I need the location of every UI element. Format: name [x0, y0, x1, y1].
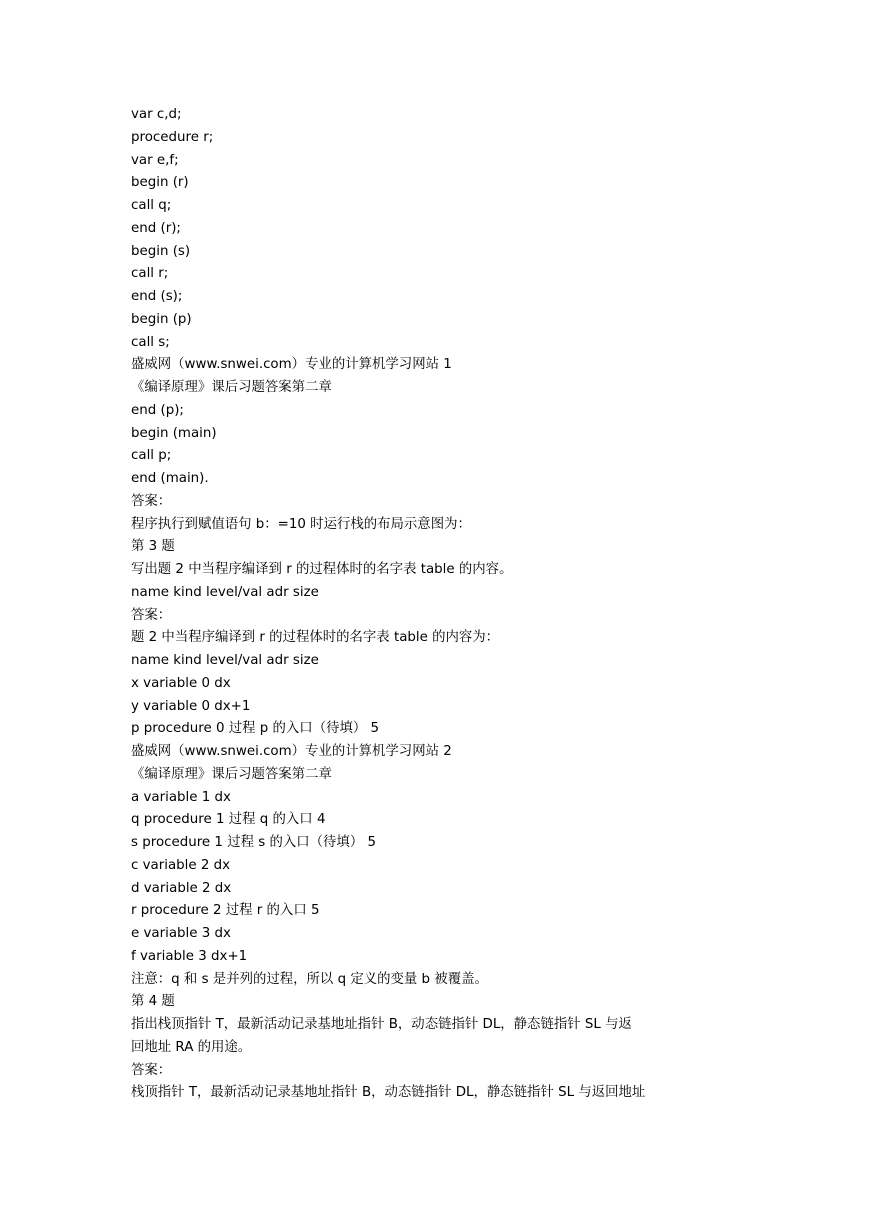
answer-label: 答案：	[131, 607, 172, 623]
text-line: 指出栈顶指针 T，最新活动记录基地址指针 B，动态链指针 DL，静态链指针 SL 与返	[131, 1017, 632, 1032]
table-row-line: q procedure 1 过程 q 的入口 4	[131, 812, 326, 828]
code-line: end (main).	[131, 471, 209, 486]
note-line: 注意：q 和 s 是并列的过程，所以 q 定义的变量 b 被覆盖。	[131, 971, 488, 987]
code-line: call r;	[131, 266, 169, 282]
code-line: call s;	[131, 334, 170, 350]
table-row-line: d variable 2 dx	[131, 880, 232, 896]
code-line: end (s);	[131, 289, 183, 304]
text-line: 题 2 中当程序编译到 r 的过程体时的名字表 table 的内容为：	[131, 630, 500, 646]
text-line: 程序执行到赋值语句 b：=10 时运行栈的布局示意图为：	[131, 516, 471, 532]
page-footer: 盛威网（www.snwei.com）专业的计算机学习网站 1	[131, 357, 452, 373]
table-header-line: name kind level/val adr size	[131, 584, 319, 600]
code-line: call q;	[131, 198, 172, 213]
table-row-line: x variable 0 dx	[131, 675, 231, 691]
code-line: begin (main)	[131, 425, 217, 441]
table-row-line: s procedure 1 过程 s 的入口（待填） 5	[131, 835, 376, 850]
code-line: begin (r)	[131, 175, 189, 191]
code-line: var e,f;	[131, 152, 179, 168]
code-line: begin (p)	[131, 311, 192, 327]
table-row-line: y variable 0 dx+1	[131, 698, 251, 714]
table-row-line: e variable 3 dx	[131, 926, 231, 941]
table-row-line: c variable 2 dx	[131, 857, 231, 873]
table-row-line: f variable 3 dx+1	[131, 948, 248, 964]
code-line: var c,d;	[131, 107, 182, 122]
table-header-line: name kind level/val adr size	[131, 653, 319, 668]
code-line: procedure r;	[131, 129, 214, 145]
document-page	[131, 104, 731, 1105]
table-row-line: a variable 1 dx	[131, 789, 231, 805]
code-line: end (p);	[131, 402, 184, 418]
question-heading: 第 4 题	[131, 994, 175, 1010]
code-line: call p;	[131, 448, 172, 464]
code-line: end (r);	[131, 220, 181, 236]
table-row-line: p procedure 0 过程 p 的入口（待填） 5	[131, 721, 380, 737]
question-heading: 第 3 题	[131, 539, 175, 555]
page-header: 《编译原理》课后习题答案第二章	[131, 380, 332, 395]
page-header: 《编译原理》课后习题答案第二章	[131, 766, 332, 782]
page-footer: 盛威网（www.snwei.com）专业的计算机学习网站 2	[131, 744, 452, 759]
answer-label: 答案：	[131, 493, 172, 509]
answer-label: 答案：	[131, 1062, 172, 1078]
table-row-line: r procedure 2 过程 r 的入口 5	[131, 903, 320, 919]
code-line: begin (s)	[131, 243, 191, 259]
text-line: 栈顶指针 T，最新活动记录基地址指针 B，动态链指针 DL，静态链指针 SL 与返回地址	[131, 1085, 646, 1101]
text-line: 写出题 2 中当程序编译到 r 的过程体时的名字表 table 的内容。	[131, 562, 513, 577]
text-line: 回地址 RA 的用途。	[131, 1039, 252, 1055]
